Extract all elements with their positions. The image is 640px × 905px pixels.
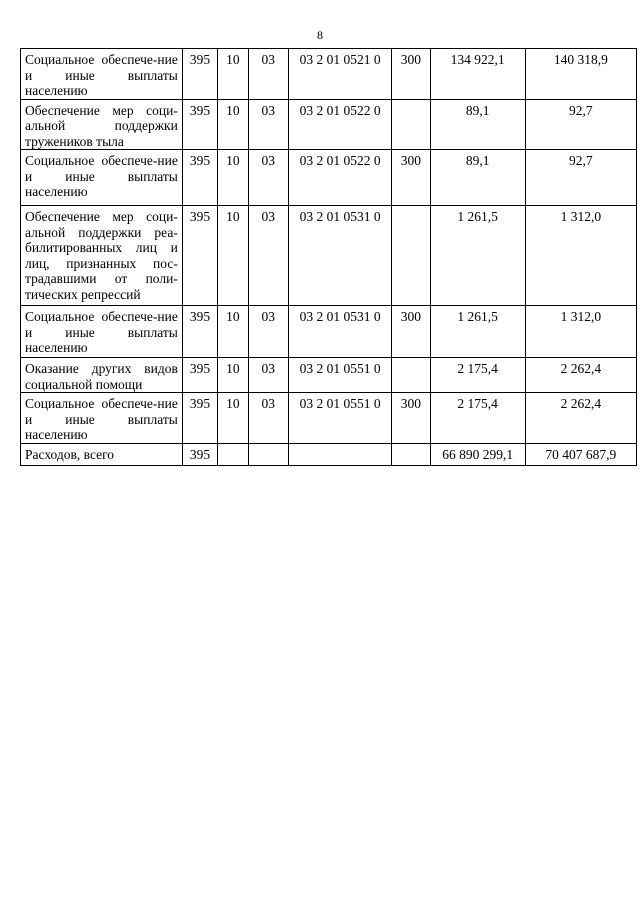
row-csr: 03 2 01 0551 0 [289, 393, 392, 444]
row-vr [392, 206, 430, 306]
row-pr: 03 [248, 393, 288, 444]
table-row [21, 99, 637, 150]
budget-table [20, 48, 637, 466]
row-ved: 395 [182, 443, 217, 465]
table-row [21, 306, 637, 358]
table-row-total [21, 443, 637, 465]
row-ved: 395 [182, 150, 217, 206]
row-csr: 03 2 01 0522 0 [289, 99, 392, 150]
row-pr: 03 [248, 206, 288, 306]
row-sum2: 70 407 687,9 [525, 443, 636, 465]
row-csr: 03 2 01 0522 0 [289, 150, 392, 206]
row-sum2: 92,7 [525, 99, 636, 150]
row-vr: 300 [392, 306, 430, 358]
row-vr: 300 [392, 49, 430, 100]
row-vr: 300 [392, 150, 430, 206]
row-vr [392, 99, 430, 150]
row-sum1: 134 922,1 [430, 49, 525, 100]
row-vr: 300 [392, 393, 430, 444]
row-csr: 03 2 01 0531 0 [289, 306, 392, 358]
row-pr: 03 [248, 306, 288, 358]
row-sum2: 92,7 [525, 150, 636, 206]
row-pr: 03 [248, 99, 288, 150]
row-rz: 10 [218, 206, 248, 306]
row-rz: 10 [218, 49, 248, 100]
row-pr [248, 443, 288, 465]
row-sum1: 89,1 [430, 99, 525, 150]
row-vr [392, 358, 430, 393]
row-rz [218, 443, 248, 465]
row-name: Социальное обеспече-ние и иные выплаты населению [21, 393, 183, 444]
row-name: Обеспечение мер соци-альной поддержки реа-билитированных лиц и лиц, признанных пос-традавшими от поли-тических репрессий [21, 206, 183, 306]
row-rz: 10 [218, 358, 248, 393]
row-name: Обеспечение мер соци-альной поддержки тружеников тыла [21, 99, 183, 150]
row-pr: 03 [248, 150, 288, 206]
row-rz: 10 [218, 306, 248, 358]
row-sum2: 1 312,0 [525, 206, 636, 306]
row-sum1: 1 261,5 [430, 306, 525, 358]
row-ved: 395 [182, 393, 217, 444]
page-number: 8 [317, 28, 323, 42]
row-sum2: 2 262,4 [525, 358, 636, 393]
row-name: Расходов, всего [21, 443, 183, 465]
row-ved: 395 [182, 306, 217, 358]
row-name: Социальное обеспече-ние и иные выплаты населению [21, 49, 183, 100]
row-sum1: 2 175,4 [430, 393, 525, 444]
row-sum2: 2 262,4 [525, 393, 636, 444]
row-ved: 395 [182, 358, 217, 393]
table-row [21, 358, 637, 393]
row-vr [392, 443, 430, 465]
row-rz: 10 [218, 150, 248, 206]
table-row [21, 150, 637, 206]
row-csr: 03 2 01 0521 0 [289, 49, 392, 100]
row-name: Оказание других видов социальной помощи [21, 358, 183, 393]
row-ved: 395 [182, 49, 217, 100]
row-sum1: 2 175,4 [430, 358, 525, 393]
row-csr [289, 443, 392, 465]
table-row [21, 393, 637, 444]
row-csr: 03 2 01 0551 0 [289, 358, 392, 393]
row-sum2: 140 318,9 [525, 49, 636, 100]
row-sum1: 89,1 [430, 150, 525, 206]
row-rz: 10 [218, 393, 248, 444]
row-pr: 03 [248, 358, 288, 393]
row-csr: 03 2 01 0531 0 [289, 206, 392, 306]
row-sum2: 1 312,0 [525, 306, 636, 358]
row-sum1: 66 890 299,1 [430, 443, 525, 465]
row-rz: 10 [218, 99, 248, 150]
row-pr: 03 [248, 49, 288, 100]
row-sum1: 1 261,5 [430, 206, 525, 306]
table-row [21, 49, 637, 100]
row-ved: 395 [182, 99, 217, 150]
row-name: Социальное обеспече-ние и иные выплаты населению [21, 306, 183, 358]
row-name: Социальное обеспече-ние и иные выплаты населению [21, 150, 183, 206]
row-ved: 395 [182, 206, 217, 306]
table-row [21, 206, 637, 306]
